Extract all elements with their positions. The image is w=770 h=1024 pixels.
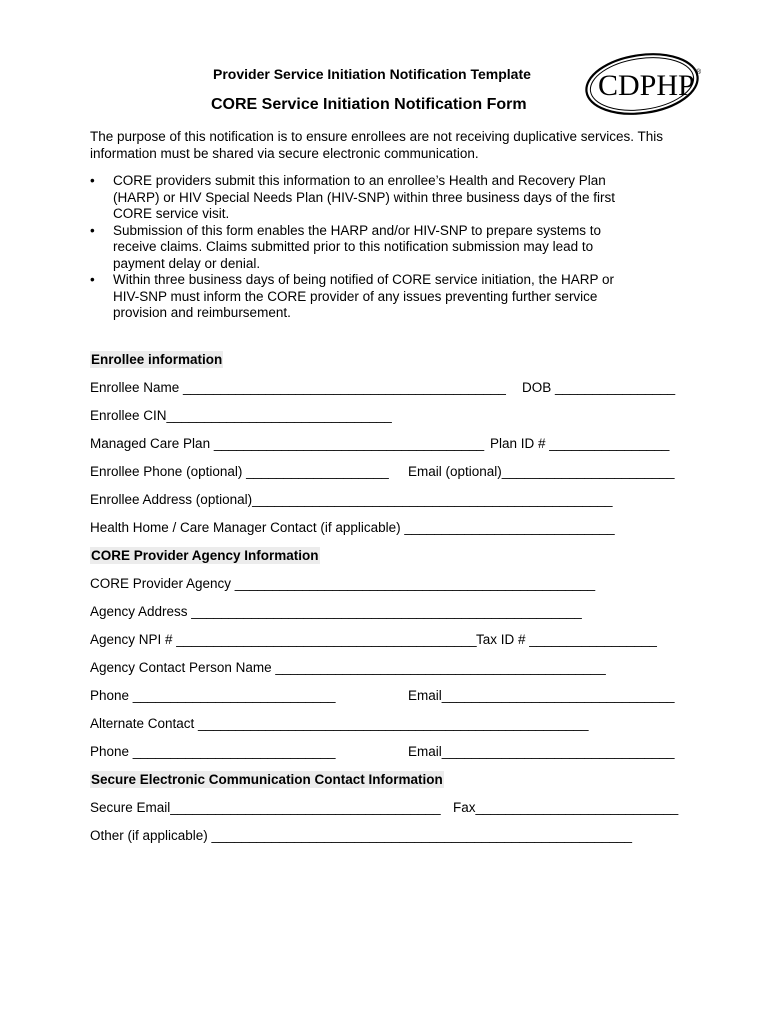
agency-npi-field[interactable]: Agency NPI # ________________________________________	[90, 632, 477, 647]
template-title: Provider Service Initiation Notification Template	[213, 66, 531, 82]
core-provider-agency-field[interactable]: CORE Provider Agency ________________________________________________	[90, 576, 596, 591]
alternate-phone-field[interactable]: Phone ___________________________	[90, 744, 336, 759]
agency-address-field[interactable]: Agency Address ____________________________________________________	[90, 604, 582, 619]
logo-text: CDPHP	[598, 69, 695, 102]
plan-id-field[interactable]: Plan ID # ________________	[490, 436, 670, 451]
section-secure-contact: Secure Electronic Communication Contact Information	[91, 772, 443, 787]
alternate-contact-field[interactable]: Alternate Contact ____________________________________________________	[90, 716, 589, 731]
bullet-icon: •	[90, 222, 95, 238]
enrollee-address-field[interactable]: Enrollee Address (optional)________________________________________________	[90, 492, 613, 507]
health-home-contact-field[interactable]: Health Home / Care Manager Contact (if applicable) ____________________________	[90, 520, 615, 535]
intro-paragraph: The purpose of this notification is to ensure enrollees are not receiving duplicative services. This information must be shared via secure electronic communication.	[90, 129, 664, 161]
phone-field[interactable]: Phone ___________________________	[90, 688, 336, 703]
alternate-email-field[interactable]: Email_______________________________	[408, 744, 675, 759]
other-contact-field[interactable]: Other (if applicable) ________________________________________________________	[90, 828, 633, 843]
agency-contact-person-field[interactable]: Agency Contact Person Name ____________________________________________	[90, 660, 606, 675]
enrollee-phone-field[interactable]: Enrollee Phone (optional) ___________________	[90, 464, 389, 479]
managed-care-plan-field[interactable]: Managed Care Plan ____________________________________	[90, 436, 485, 451]
section-agency-info: CORE Provider Agency Information	[91, 548, 319, 563]
form-title: CORE Service Initiation Notification Form	[211, 96, 527, 113]
fax-field[interactable]: Fax___________________________	[453, 800, 679, 815]
secure-email-field[interactable]: Secure Email____________________________________	[90, 800, 441, 815]
enrollee-cin-field[interactable]: Enrollee CIN______________________________	[90, 408, 392, 423]
bullet-icon: •	[90, 173, 95, 188]
bullet-item: • Within three business days of being notified of CORE service initiation, the HARP or HIV-SNP must inform the CORE provider of any issues preventing further service provision and reimbursement.	[90, 272, 614, 320]
enrollee-name-field[interactable]: Enrollee Name ___________________________________________	[90, 380, 506, 395]
cdphp-logo	[585, 51, 705, 117]
svg-text:®: ®	[696, 69, 702, 76]
dob-field[interactable]: DOB ________________	[522, 380, 676, 395]
bullet-icon: •	[90, 272, 95, 287]
section-enrollee-info: Enrollee information	[91, 352, 223, 367]
bullet-item: • Submission of this form enables the HARP and/or HIV-SNP to prepare systems to receive claims. Claims submitted prior to this notification submission may lead to payment delay or denial.	[90, 222, 601, 271]
tax-id-field[interactable]: Tax ID # _________________	[476, 632, 657, 647]
bullet-list	[90, 173, 650, 322]
enrollee-email-field[interactable]: Email (optional)_______________________	[408, 464, 675, 479]
email-field[interactable]: Email_______________________________	[408, 688, 675, 703]
bullet-item: • CORE providers submit this information to an enrollee’s Health and Recovery Plan (HARP) or HIV Special Needs Plan (HIV-SNP) within three business days of the first CORE service visit.	[90, 173, 615, 221]
